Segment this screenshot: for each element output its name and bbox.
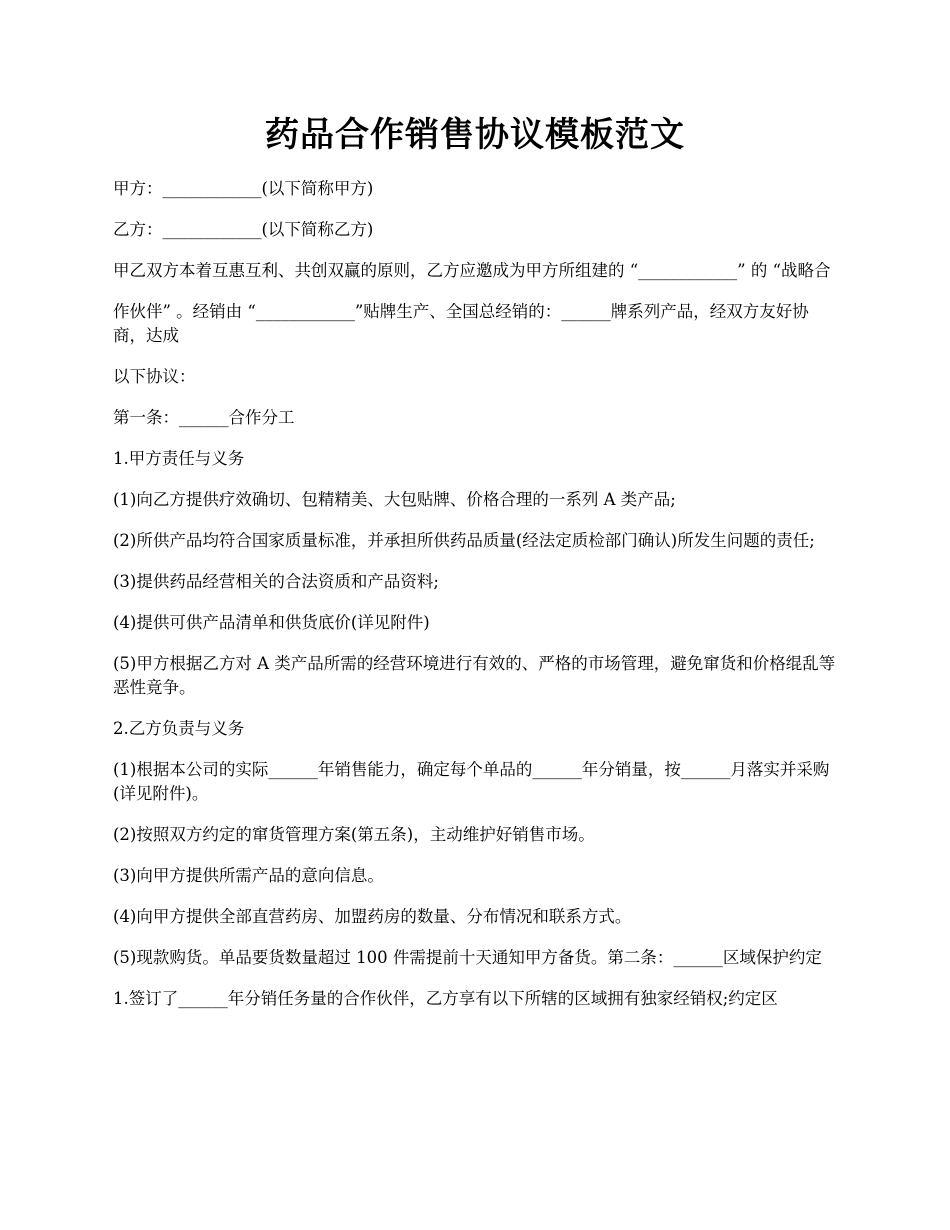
- clause-item: (3)提供药品经营相关的合法资质和产品资料;: [113, 572, 439, 591]
- party-a-line: 甲方：____________(以下简称甲方): [113, 179, 374, 198]
- clause-item: 1.签订了______年分销任务量的合作伙伴，乙方享有以下所辖的区域拥有独家经销权;约定区: [113, 989, 778, 1008]
- clause-item: (5)甲方根据乙方对 A 类产品所需的经营环境进行有效的、严格的市场管理，避免窜货和价格绲乱等恶性竟争。: [113, 654, 836, 697]
- clause-item: (2)所供产品均符合国家质量标准，并承担所供药品质量(经法定质检部门确认)所发生问题的责任;: [113, 531, 815, 550]
- document-body: [113, 177, 837, 1028]
- clause-item: (3)向甲方提供所需产品的意向信息。: [113, 866, 384, 885]
- intro-paragraph: 甲乙双方本着互惠互利、共创双赢的原则，乙方应邀成为甲方所组建的 “____________” 的 “战略合: [113, 261, 831, 280]
- document-title: 药品合作销售协议模板范文: [265, 115, 685, 155]
- clause-item: (1)向乙方提供疗效确切、包精精美、大包贴牌、价格合理的一系列 A 类产品;: [113, 490, 676, 509]
- section-heading-party-b: 2.乙方负责与义务: [113, 719, 245, 738]
- agreement-lead: 以下协议：: [113, 367, 196, 386]
- clause-item: (1)根据本公司的实际______年销售能力，确定每个单品的______年分销量，按______月落实并采购(详见附件)。: [113, 760, 830, 803]
- party-b-line: 乙方：____________(以下简称乙方): [113, 220, 374, 239]
- clause-item: (4)向甲方提供全部直营药房、加盟药房的数量、分布情况和联系方式。: [113, 907, 632, 926]
- intro-paragraph-continued: 作伙伴” 。经销由 “____________”贴牌生产、全国总经销的：______牌系列产品，经双方友好协商，达成: [113, 302, 809, 345]
- clause-item: (5)现款购货。单品要货数量超过 100 件需提前十天通知甲方备货。第二条：______区域保护约定: [113, 948, 822, 967]
- section-heading-party-a: 1.甲方责任与义务: [113, 449, 245, 468]
- clause-item: (2)按照双方约定的窜货管理方案(第五条)，主动维护好销售市场。: [113, 825, 595, 844]
- article-one-heading: 第一条：______合作分工: [113, 408, 295, 427]
- clause-item: (4)提供可供产品清单和供货底价(详见附件): [113, 613, 430, 632]
